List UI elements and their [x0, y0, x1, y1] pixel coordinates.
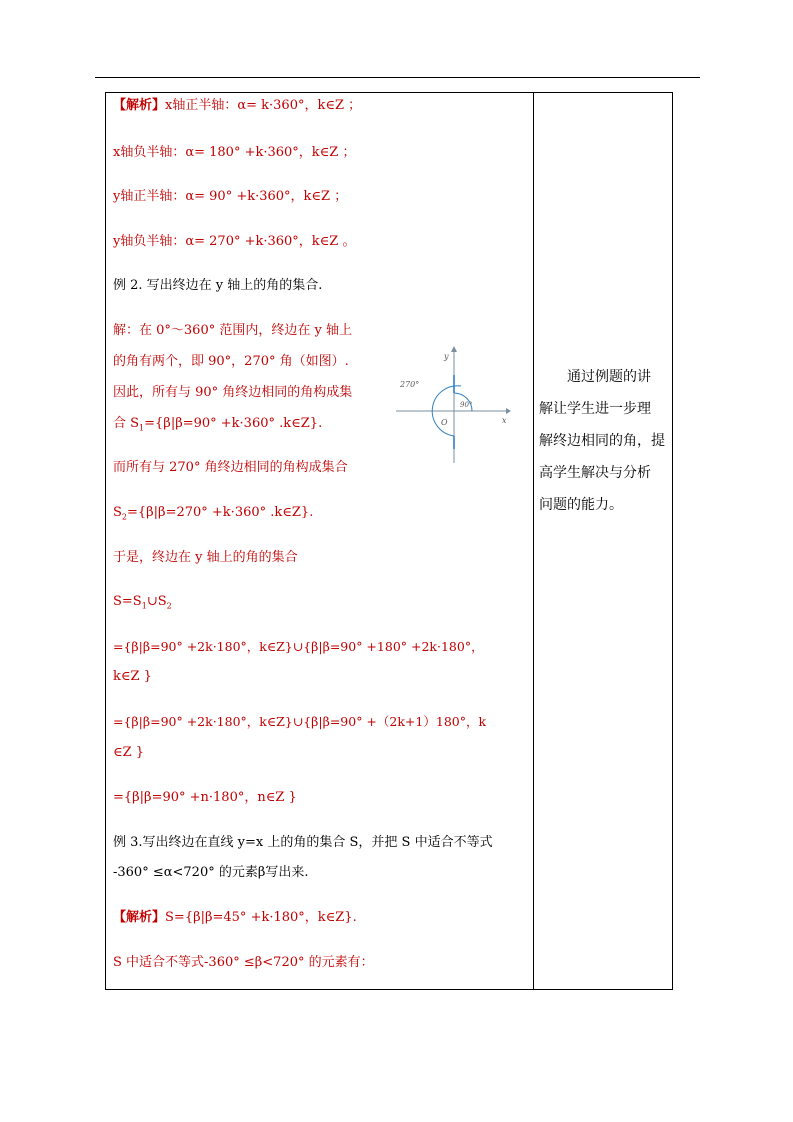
origin-label: O: [441, 418, 448, 427]
note-line-2: 解让学生进一步理: [539, 401, 651, 417]
teaching-note: [539, 361, 669, 521]
solution-line-1: 解：在 0°～360° 范围内，终边在 y 轴上: [113, 323, 352, 338]
analysis-line-1: 【解析】x轴正半轴：α= k·360°，k∈Z ；: [113, 98, 362, 113]
angle-90-label: 90°: [460, 401, 473, 409]
x-axis-label: x: [502, 416, 507, 425]
solution-line-2: 的角有两个，即 90°，270° 角（如图）.: [113, 354, 349, 369]
analysis-tag-2: 【解析】: [113, 910, 166, 925]
solution-line-12: ∈Z }: [113, 745, 145, 760]
note-line-5: 问题的能力。: [539, 497, 623, 513]
note-line-3: 解终边相同的角，提: [539, 433, 665, 449]
example-2-title: 例 2. 写出终边在 y 轴上的角的集合.: [113, 278, 323, 293]
solution-line-4: 合 $S_1=\{\beta|\beta=90^\circ +k\cdot 360^\circ$ .k∈Z}.: [113, 416, 323, 433]
solution-line-8: $S=S_1\cup S_2$: [113, 594, 172, 611]
solution-line-5: 而所有与 270° 角终边相同的角构成集合: [113, 460, 348, 475]
solution-line-11: ={β|β=90° +2k·180°，k∈Z}∪{β|β=90° +（2k+1）180°，k: [113, 714, 487, 729]
example-3-condition: -360° ≤α<720° 的元素β写出来.: [113, 865, 309, 880]
analysis-line-4: y轴负半轴：α= 270° +k·360°，k∈Z 。: [113, 234, 356, 249]
analysis-line-5: 【解析】S={β|β=45° +k·180°，k∈Z}.: [113, 910, 357, 925]
solution-line-9: ={β|β=90° +2k·180°，k∈Z}∪{β|β=90° +180° +2k·180°，: [113, 639, 484, 654]
example-3-title: 例 3.写出终边在直线 y=x 上的角的集合 S，并把 S 中适合不等式: [113, 835, 493, 850]
lesson-table: [105, 92, 673, 990]
analysis-tag: 【解析】: [113, 98, 166, 113]
note-line-4: 高学生解决与分析: [539, 465, 651, 481]
solution-line-7: 于是，终边在 y 轴上的角的集合: [113, 550, 298, 565]
solution-line-3: 因此，所有与 90° 角终边相同的角构成集: [113, 385, 353, 400]
analysis-line-2: x轴负半轴：α= 180° +k·360°，k∈Z ；: [113, 145, 356, 160]
header-rule: [95, 77, 700, 78]
column-divider: [533, 93, 534, 989]
solution-line-13: ={β|β=90° +n·180°，n∈Z }: [113, 790, 297, 805]
angle-270-label: 270°: [400, 380, 420, 389]
solution-line-6: $S_2=\{\beta|\beta=270^\circ +k\cdot 360^\circ$ .k∈Z}.: [113, 505, 314, 522]
y-axis-label: y: [444, 352, 449, 361]
note-line-1: 通过例题的讲: [567, 369, 651, 385]
angle-diagram: [394, 345, 512, 465]
analysis-line-3: y轴正半轴：α= 90° +k·360°，k∈Z ；: [113, 189, 348, 204]
analysis-line-6: S 中适合不等式-360° ≤β<720° 的元素有：: [113, 955, 374, 970]
solution-line-10: k∈Z }: [113, 669, 152, 684]
